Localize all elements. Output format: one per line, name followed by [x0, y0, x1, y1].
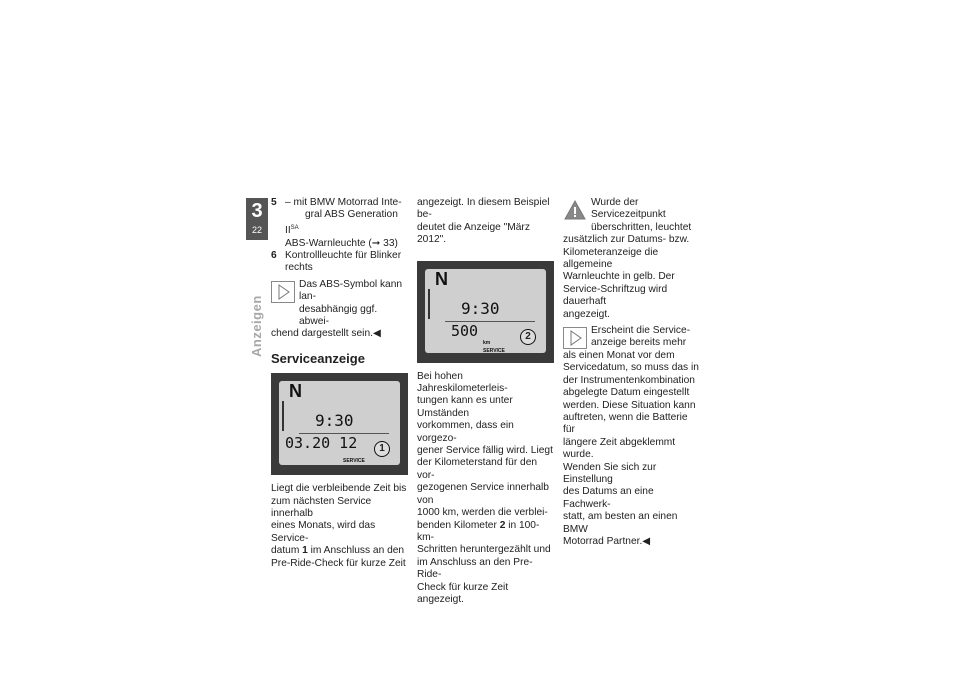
- reference-number: 1: [302, 545, 308, 557]
- note-text: abgelegte Datum eingestellt: [563, 387, 690, 399]
- para-line: der Kilometerstand für den vor-: [417, 457, 538, 481]
- item-text: mit BMW Motorrad Inte-: [293, 197, 402, 208]
- item-number: 6: [271, 250, 277, 262]
- note-text: Motorrad Partner.◀: [563, 535, 651, 547]
- lcd-km-unit: km: [483, 339, 491, 346]
- paragraph-2: [417, 371, 553, 607]
- item-text: ABS-Warnleuchte (➞ 33): [285, 237, 398, 249]
- list-item-6: [271, 250, 409, 275]
- lcd-service-date: 03.20 12: [285, 434, 358, 453]
- note-text: längere Zeit abgeklemmt wurde.: [563, 436, 676, 461]
- note-text: chend dargestellt sein.◀: [271, 328, 381, 340]
- lcd-service-label: SERVICE: [483, 347, 505, 354]
- para-text: in 100-km-: [417, 519, 540, 543]
- note-text: Wenden Sie sich zur Einstellung: [563, 461, 657, 485]
- note-text: der Instrumentenkombination: [563, 374, 695, 386]
- column-1: [271, 197, 409, 570]
- para-line: vorkommen, dass ein vorgezo-: [417, 420, 514, 444]
- para-line: im Anschluss an den Pre-Ride-: [417, 556, 533, 581]
- info-note: [563, 325, 699, 548]
- lcd-bar-gauge: [428, 289, 434, 319]
- para-line: [417, 520, 553, 545]
- note-text: statt, am besten an einen BMW: [563, 511, 678, 535]
- item-number: 5: [271, 197, 277, 208]
- note-text: auftreten, wenn die Batterie für: [563, 411, 688, 436]
- instrument-display-2: [417, 261, 554, 363]
- note-text: Kilometeranzeige die allgemeine: [563, 246, 659, 271]
- para-line: angezeigt. In diesem Beispiel be-: [417, 197, 550, 221]
- superscript: SA: [290, 224, 299, 231]
- info-triangle-icon: [563, 327, 587, 349]
- para-line: 1000 km, werden die verblei-: [417, 507, 548, 519]
- note-text: Wurde der Servicezeitpunkt: [591, 197, 666, 221]
- lcd-service-km: 500: [451, 321, 479, 340]
- note-text: als einen Monat vor dem: [563, 349, 675, 361]
- note-text: überschritten, leuchtet: [591, 221, 692, 233]
- item-text: Kontrollleuchte für Blinker: [285, 250, 402, 262]
- para-line: zum nächsten Service innerhalb: [271, 495, 372, 520]
- warning-note: [563, 197, 699, 321]
- page-number: 22: [251, 225, 262, 235]
- note-text: des Datums an eine Fachwerk-: [563, 486, 654, 510]
- info-note: [271, 279, 409, 341]
- para-line: Bei hohen Jahreskilometerleis-: [417, 370, 508, 395]
- note-text: Service-Schriftzug wird dauerhaft: [563, 283, 668, 308]
- section-heading: Serviceanzeige: [271, 350, 365, 366]
- info-triangle-icon: [271, 281, 295, 303]
- para-line: Check für kurze Zeit angezeigt.: [417, 581, 509, 605]
- para-text: datum: [271, 545, 303, 557]
- note-text: Servicedatum, so muss das in: [563, 362, 699, 374]
- note-text: werden. Diese Situation kann: [563, 399, 696, 411]
- lcd-gear: N: [435, 268, 448, 289]
- chapter-title: Anzeigen: [249, 295, 264, 357]
- para-line: tungen kann es unter Umständen: [417, 395, 513, 419]
- list-item-5: [271, 197, 409, 250]
- note-text: desabhängig ggf. abwei-: [299, 303, 378, 328]
- lcd-time: 9:30: [315, 411, 354, 431]
- dash-icon: –: [285, 197, 294, 208]
- item-text: rechts: [285, 262, 313, 274]
- note-text: Warnleuchte in gelb. Der: [563, 271, 675, 283]
- lcd-service-label: SERVICE: [343, 458, 365, 465]
- warning-icon: [563, 199, 587, 221]
- para-line: [271, 545, 409, 557]
- para-line: deutet die Anzeige "März 2012".: [417, 221, 530, 246]
- column-3: [563, 197, 699, 548]
- para-line: gener Service fällig wird. Liegt: [417, 445, 553, 457]
- para-text: im Anschluss an den: [307, 545, 405, 557]
- note-text: Erscheint die Service-: [591, 325, 691, 337]
- item-text: gral ABS Generation II: [285, 209, 398, 237]
- callout-1: 1: [374, 441, 390, 457]
- note-text: Das ABS-Symbol kann lan-: [299, 278, 403, 303]
- lcd-gear: N: [289, 381, 302, 402]
- para-line: Schritten heruntergezählt und: [417, 544, 551, 556]
- column-2: [417, 197, 553, 606]
- instrument-display-1: [271, 373, 408, 475]
- para-line: eines Monats, wird das Service-: [271, 520, 376, 544]
- para-line: gezogenen Service innerhalb von: [417, 482, 549, 506]
- lcd-time: 9:30: [461, 298, 500, 318]
- para-line: Liegt die verbleibende Zeit bis: [271, 483, 407, 495]
- para-text: benden Kilometer: [417, 519, 500, 531]
- callout-2: 2: [520, 329, 536, 345]
- paragraph-1: [271, 483, 409, 570]
- lcd-bar-gauge: [282, 401, 288, 431]
- reference-number: 2: [499, 519, 506, 531]
- note-text: anzeige bereits mehr: [591, 337, 687, 349]
- note-text: zusätzlich zur Datums- bzw.: [563, 234, 690, 246]
- note-text: angezeigt.: [563, 308, 611, 320]
- chapter-number: 3: [251, 200, 263, 222]
- para-line: Pre-Ride-Check für kurze Zeit: [271, 557, 406, 569]
